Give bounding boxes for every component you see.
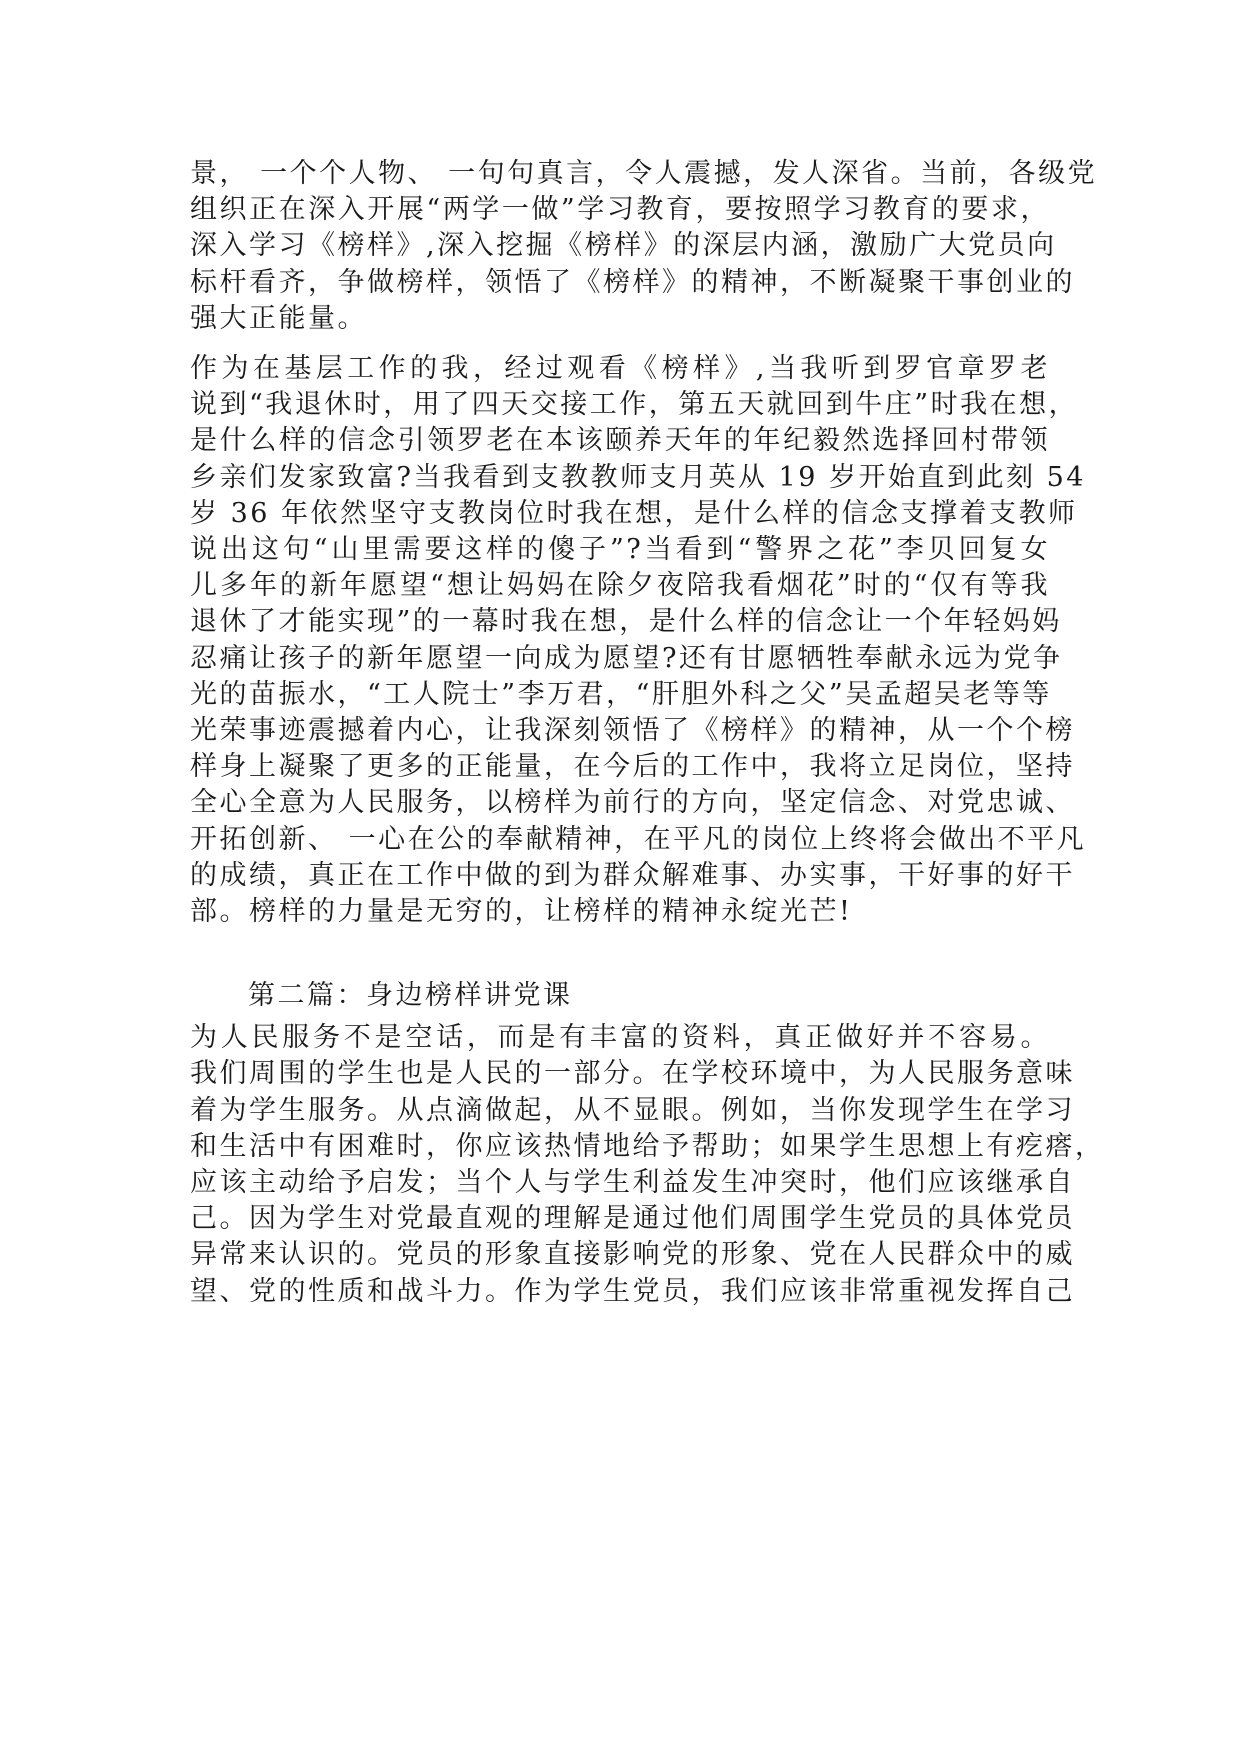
text-line: 和生活中有困难时，你应该热情地给予帮助；如果学生思想上有疙瘩， bbox=[190, 1130, 1105, 1162]
text-line: 乡亲们发家致富?当我看到支教教师支月英从 19 岁开始直到此刻 54 bbox=[190, 461, 1086, 493]
text-line: 深入学习《榜样》,深入挖掘《榜样》的深层内涵，激励广大党员向 bbox=[190, 230, 1057, 262]
text-line: 儿多年的新年愿望“想让妈妈在除夕夜陪我看烟花”时的“仅有等我 bbox=[190, 570, 1050, 602]
text-line: 光的苗振水，“工人院士”李万君，“肝胆外科之父”吴孟超吴老等等 bbox=[190, 678, 1052, 710]
paragraph-gap bbox=[190, 337, 1050, 351]
text-line: 我们周围的学生也是人民的一部分。在学校环境中，为人民服务意味 bbox=[190, 1058, 1075, 1090]
text-line: 部。榜样的力量是无穷的，让榜样的精神永绽光芒! bbox=[190, 896, 853, 928]
text-line: 景， 一个个人物、 一句句真言，令人震撼，发人深省。当前，各级党 bbox=[190, 158, 1098, 189]
text-line: 说出这句“山里需要这样的傻子”?当看到“警界之花”李贝回复女 bbox=[190, 534, 1050, 566]
paragraph-2 bbox=[190, 351, 1087, 930]
section-gap bbox=[190, 930, 1050, 978]
text-line: 望、党的性质和战斗力。作为学生党员，我们应该非常重视发挥自己 bbox=[190, 1275, 1075, 1307]
text-line: 标杆看齐，争做榜样，领悟了《榜样》的精神，不断凝聚干事创业的 bbox=[190, 266, 1075, 298]
text-line: 光荣事迹震撼着内心，让我深刻领悟了《榜样》的精神，从一个个榜 bbox=[190, 715, 1075, 747]
section-heading: 第二篇：身边榜样讲党课 bbox=[248, 980, 573, 1012]
text-line: 忍痛让孩子的新年愿望一向成为愿望?还有甘愿牺牲奉献永远为党争 bbox=[190, 642, 1063, 674]
text-line: 全心全意为人民服务，以榜样为前行的方向，坚定信念、对党忠诚、 bbox=[190, 787, 1075, 819]
text-line: 强大正能量。 bbox=[190, 302, 367, 334]
text-line: 组织正在深入开展“两学一做”学习教育，要按照学习教育的要求， bbox=[190, 194, 1050, 226]
paragraph-3 bbox=[190, 1020, 1105, 1310]
document-page bbox=[190, 156, 1105, 1310]
text-line: 退休了才能实现”的一幕时我在想，是什么样的信念让一个年轻妈妈 bbox=[190, 606, 1062, 638]
paragraph-1 bbox=[190, 156, 1098, 337]
text-line: 的成绩，真正在工作中做的到为群众解难事、办实事，干好事的好干 bbox=[190, 859, 1075, 891]
text-line: 己。因为学生对党最直观的理解是通过他们周围学生党员的具体党员 bbox=[190, 1203, 1075, 1235]
text-line: 应该主动给予启发；当个人与学生利益发生冲突时，他们应该继承自 bbox=[190, 1167, 1075, 1199]
text-line: 异常来认识的。党员的形象直接影响党的形象、党在人民群众中的威 bbox=[190, 1239, 1075, 1271]
text-line: 岁 36 年依然坚守支教岗位时我在想，是什么样的信念支撑着支教师 bbox=[190, 497, 1078, 529]
text-line: 作为在基层工作的我，经过观看《榜样》,当我听到罗官章罗老 bbox=[190, 353, 1050, 385]
text-line: 样身上凝聚了更多的正能量，在今后的工作中，我将立足岗位，坚持 bbox=[190, 751, 1075, 783]
text-line: 说到“我退休时，用了四天交接工作，第五天就回到牛庄”时我在想， bbox=[190, 389, 1079, 421]
text-line: 是什么样的信念引领罗老在本该颐养天年的年纪毅然选择回村带领 bbox=[190, 425, 1050, 457]
text-line: 着为学生服务。从点滴做起，从不显眼。例如，当你发现学生在学习 bbox=[190, 1094, 1075, 1126]
text-line: 开拓创新、 一心在公的奉献精神，在平凡的岗位上终将会做出不平凡 bbox=[190, 823, 1087, 855]
text-line: 为人民服务不是空话，而是有丰富的资料，真正做好并不容易。 bbox=[190, 1022, 1050, 1054]
